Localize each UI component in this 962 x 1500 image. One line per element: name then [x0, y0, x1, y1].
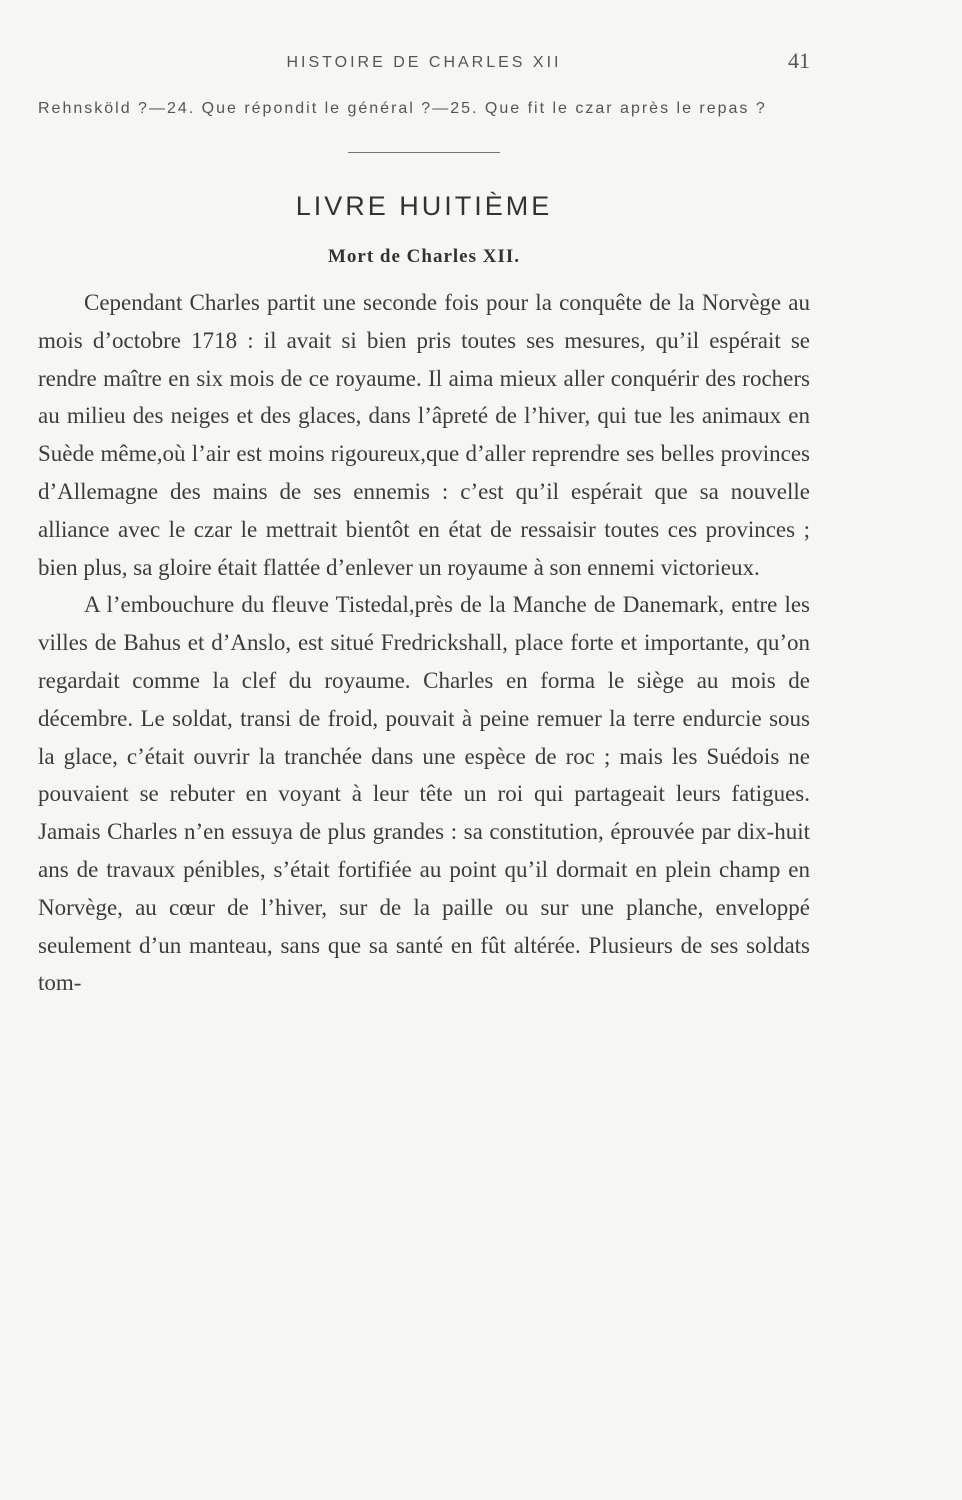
- running-header: [38, 48, 810, 78]
- paragraph-1: Cependant Charles partit une seconde fois pour la conquête de la Norvège au mois d’octobre 1718 : il avait si bien pris toutes ses mesures, qu’il espérait se rendre maître en six mois de ce royaume. Il aima mieux aller conquérir des rochers au milieu des neiges et des glaces, dans l’âpreté de l’hiver, qui tue les animaux en Suède même,où l’air est moins rigoureux,que d’aller reprendre ses belles provinces d’Allemagne des mains de ses ennemis : c’est qu’il espérait que sa nouvelle alliance avec le czar le mettrait bientôt en état de ressaisir toutes ces provinces ; bien plus, sa gloire était flattée d’enlever un royaume à son ennemi victorieux.: [38, 290, 810, 580]
- section-divider: [348, 152, 500, 153]
- paragraph-2: A l’embouchure du fleuve Tistedal,près de la Manche de Danemark, entre les villes de Bahus et d’Anslo, est situé Fredrickshall, place forte et importante, qu’on regardait comme la clef du royaume. Charles en forma le siège au mois de décembre. Le soldat, transi de froid, pouvait à peine remuer la terre endurcie sous la glace, c’était ouvrir la tranchée dans une espèce de roc ; mais les Suédois ne pouvaient se rebuter en voyant à leur tête un roi qui partageait leurs fatigues. Jamais Charles n’en essuya de plus grandes : sa constitution, éprouvée par dix-huit ans de travaux pénibles, s’était fortifiée au point qu’il dormait en plein champ en Norvège, au cœur de l’hiver, sur de la paille ou sur une planche, enveloppé seulement d’un manteau, sans que sa santé en fût altérée. Plusieurs de ses soldats tom-: [38, 592, 810, 996]
- body-text: [38, 284, 810, 1002]
- book-title: LIVRE HUITIÈME: [295, 191, 553, 221]
- running-title: HISTOIRE DE CHARLES XII: [286, 54, 562, 71]
- page-number: 41: [788, 48, 810, 73]
- book-page: [38, 48, 810, 1002]
- chapter-title: Mort de Charles XII.: [327, 246, 521, 267]
- review-questions: Rehnsköld ?—24. Que répondit le général ?—25. Que fit le czar après le repas ?: [38, 100, 767, 117]
